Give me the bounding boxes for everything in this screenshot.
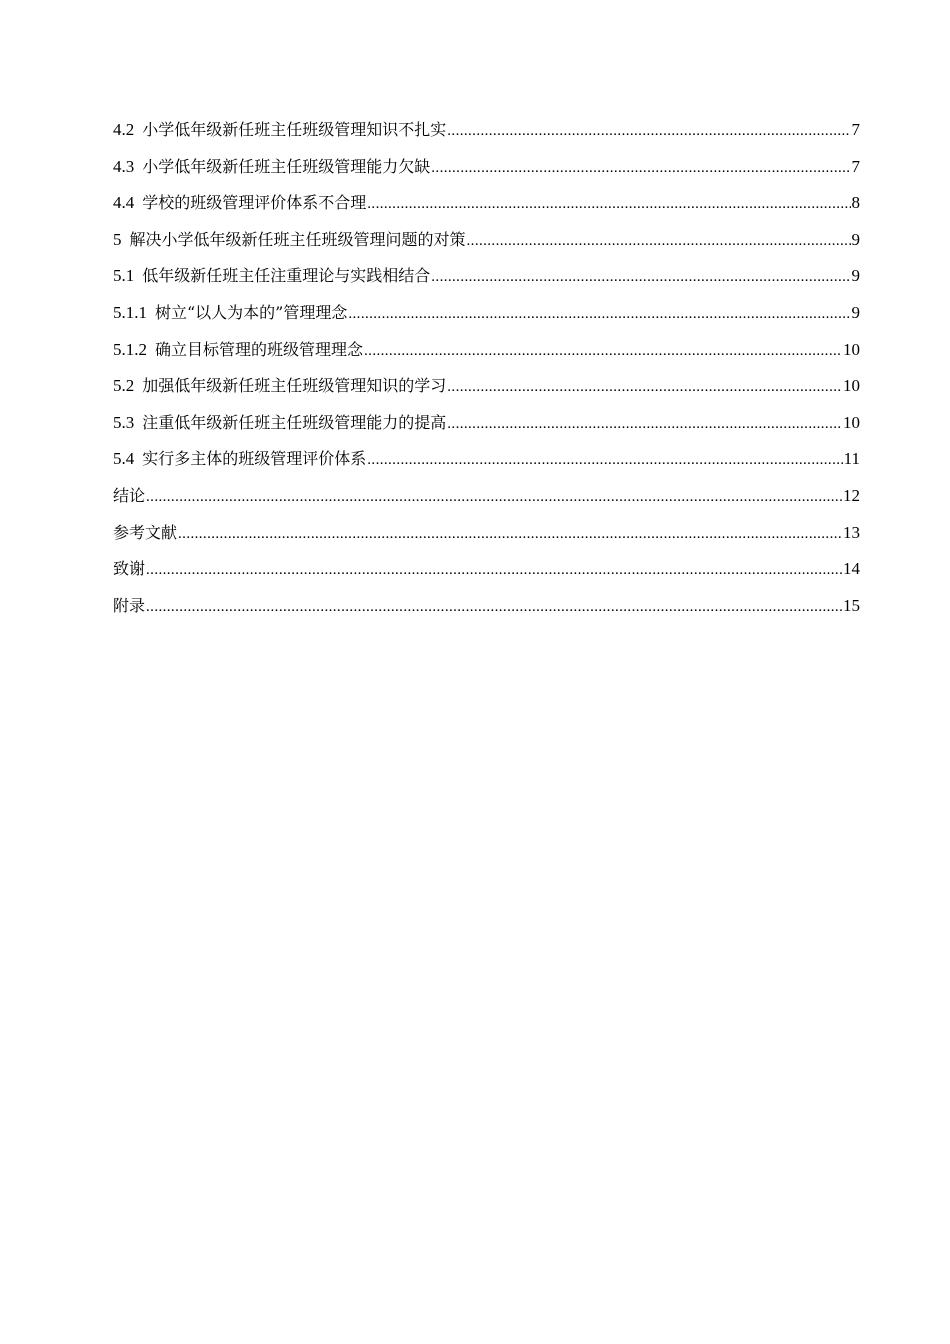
toc-entry-number: 5.4 xyxy=(113,449,135,469)
toc-entry[interactable] xyxy=(113,258,860,295)
toc-entry[interactable] xyxy=(113,368,860,405)
toc-entry[interactable] xyxy=(113,478,860,515)
toc-dot-leader xyxy=(367,442,842,479)
toc-entry-title: 结论 xyxy=(113,485,146,505)
toc-entry-title: 解决小学低年级新任班主任班级管理问题的对策 xyxy=(129,229,466,249)
toc-entry-page: 10 xyxy=(843,412,860,432)
toc-entry-title: 致谢 xyxy=(113,559,146,579)
toc-entry-title: 小学低年级新任班主任班级管理知识不扎实 xyxy=(142,120,447,139)
toc-entry-number: 5.3 xyxy=(113,412,135,432)
toc-entry-title: 小学低年级新任班主任班级管理能力欠缺 xyxy=(142,156,431,176)
toc-entry-title: 确立目标管理的班级管理理念 xyxy=(155,339,364,359)
toc-entry-title: 低年级新任班主任注重理论与实践相结合 xyxy=(142,266,431,286)
toc-dot-leader xyxy=(447,369,842,406)
toc-entry-page: 7 xyxy=(851,120,860,139)
toc-entry[interactable] xyxy=(113,588,860,625)
toc-entry-page: 13 xyxy=(843,522,860,542)
toc-entry[interactable] xyxy=(113,295,860,332)
toc-entry-page: 7 xyxy=(851,156,860,176)
toc-dot-leader xyxy=(146,479,842,516)
toc-entry-title: 注重低年级新任班主任班级管理能力的提高 xyxy=(142,412,447,432)
toc-dot-leader xyxy=(447,113,850,150)
toc-entry[interactable] xyxy=(113,185,860,222)
toc-entry[interactable] xyxy=(113,332,860,369)
toc-entry-title: 附录 xyxy=(113,595,146,615)
toc-dot-leader xyxy=(467,223,851,260)
toc-entry-title: 参考文献 xyxy=(113,522,178,542)
toc-entry[interactable] xyxy=(113,441,860,478)
toc-entry-page: 12 xyxy=(843,485,860,505)
toc-dot-leader xyxy=(146,589,842,626)
toc-entry-page: 8 xyxy=(851,193,860,213)
toc-entry-number: 4.4 xyxy=(113,193,135,213)
table-of-contents xyxy=(113,112,860,624)
toc-entry-number: 5.1.2 xyxy=(113,339,147,359)
toc-dot-leader xyxy=(348,296,850,333)
toc-entry-page: 9 xyxy=(851,266,860,286)
toc-dot-leader xyxy=(178,516,842,553)
toc-entry-page: 9 xyxy=(851,302,860,322)
toc-entry[interactable] xyxy=(113,149,860,186)
toc-dot-leader xyxy=(431,259,850,296)
toc-entry-number: 4.3 xyxy=(113,156,135,176)
toc-entry-page: 10 xyxy=(843,376,860,396)
toc-entry-page: 15 xyxy=(843,595,860,615)
toc-entry-number: 5.1.1 xyxy=(113,302,147,322)
toc-entry[interactable] xyxy=(113,112,860,149)
toc-entry-title: 实行多主体的班级管理评价体系 xyxy=(142,449,367,469)
toc-entry[interactable] xyxy=(113,515,860,552)
toc-entry-page: 14 xyxy=(843,559,860,579)
toc-entry-number: 5.2 xyxy=(113,376,135,396)
toc-entry-number: 5.1 xyxy=(113,266,135,286)
toc-entry-title: 加强低年级新任班主任班级管理知识的学习 xyxy=(142,376,447,396)
toc-entry-title: 学校的班级管理评价体系不合理 xyxy=(142,193,367,213)
toc-entry-page: 11 xyxy=(843,449,860,469)
toc-entry-number: 4.2 xyxy=(113,120,135,139)
toc-entry-number: 5 xyxy=(113,229,122,249)
toc-dot-leader xyxy=(146,552,842,589)
toc-dot-leader xyxy=(364,333,842,370)
toc-entry-title: 树立“以人为本的”管理理念 xyxy=(155,302,348,322)
toc-entry[interactable] xyxy=(113,551,860,588)
toc-dot-leader xyxy=(447,406,842,443)
toc-entry-page: 9 xyxy=(851,229,860,249)
toc-entry[interactable] xyxy=(113,222,860,259)
toc-entry[interactable] xyxy=(113,405,860,442)
toc-entry-page: 10 xyxy=(843,339,860,359)
toc-dot-leader xyxy=(367,186,850,223)
toc-dot-leader xyxy=(431,150,850,187)
